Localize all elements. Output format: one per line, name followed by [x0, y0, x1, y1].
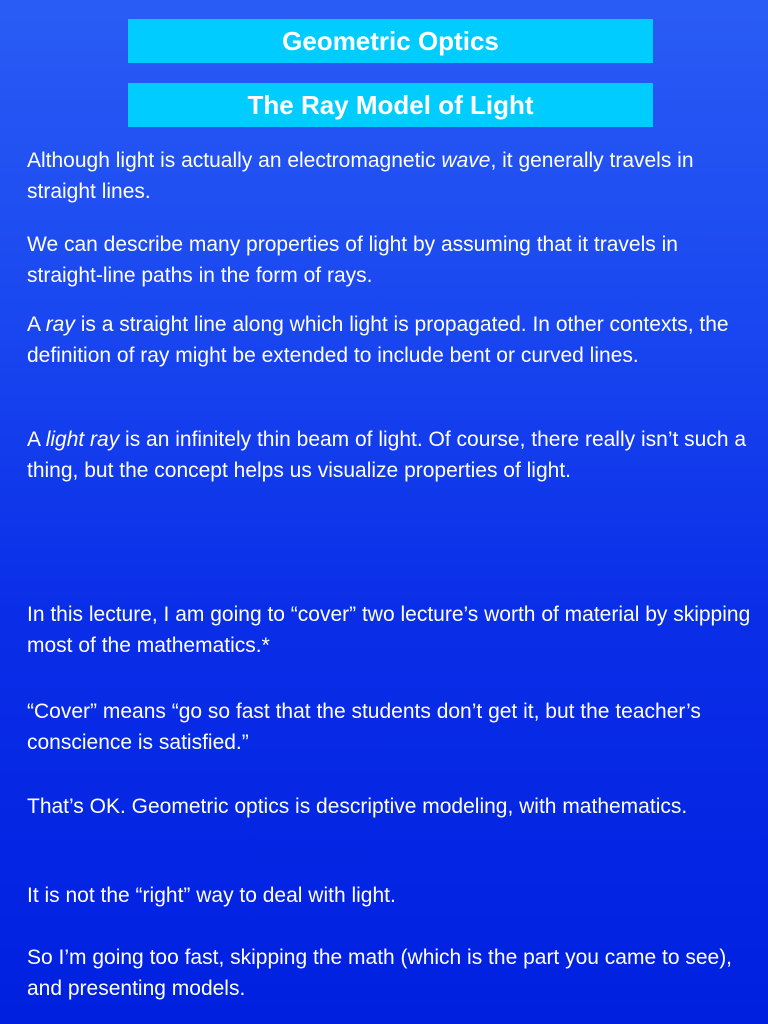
paragraph-lecture-cover: In this lecture, I am going to “cover” two lecture’s worth of material by skipping most of the mathematics.* — [27, 603, 751, 657]
paragraph-going-too-fast: So I’m going too fast, skipping the math (which is the part you came to see), and presenting models. — [27, 946, 733, 1000]
slide-title-text: Geometric Optics — [282, 25, 499, 56]
p3-emphasis: ray — [45, 313, 75, 336]
p4-after: is an infinitely thin beam of light. Of course, there really isn’t such a thing, but the concept helps us visualize properties of light. — [27, 428, 747, 482]
p3-after: is a straight line along which light is propagated. In other contexts, the definition of ray might be extended to include bent or curved lines. — [27, 313, 729, 367]
p3-before: A — [27, 313, 46, 336]
slide-title — [128, 19, 653, 63]
paragraph-ok: That’s OK. Geometric optics is descriptive modeling, with mathematics. — [27, 795, 688, 818]
paragraph-light-ray — [27, 424, 752, 486]
paragraph-cover-meaning: “Cover” means “go so fast that the students don’t get it, but the teacher’s conscience is satisfied.” — [27, 700, 701, 754]
paragraph-wave — [27, 145, 752, 207]
paragraph-ray-definition — [27, 309, 752, 371]
slide-subtitle — [128, 83, 653, 127]
paragraph-not-right-way: It is not the “right” way to deal with light. — [27, 884, 396, 907]
p4-before: A — [27, 428, 46, 451]
p1-emphasis: wave — [441, 149, 491, 172]
p1-after: , it generally travels in straight lines. — [27, 149, 694, 203]
p1-before: Although light is actually an electromagnetic — [27, 149, 442, 172]
p4-emphasis: light ray — [45, 428, 120, 451]
slide-subtitle-text: The Ray Model of Light — [247, 89, 534, 120]
paragraph-properties: We can describe many properties of light by assuming that it travels in straight-line paths in the form of rays. — [27, 233, 678, 287]
